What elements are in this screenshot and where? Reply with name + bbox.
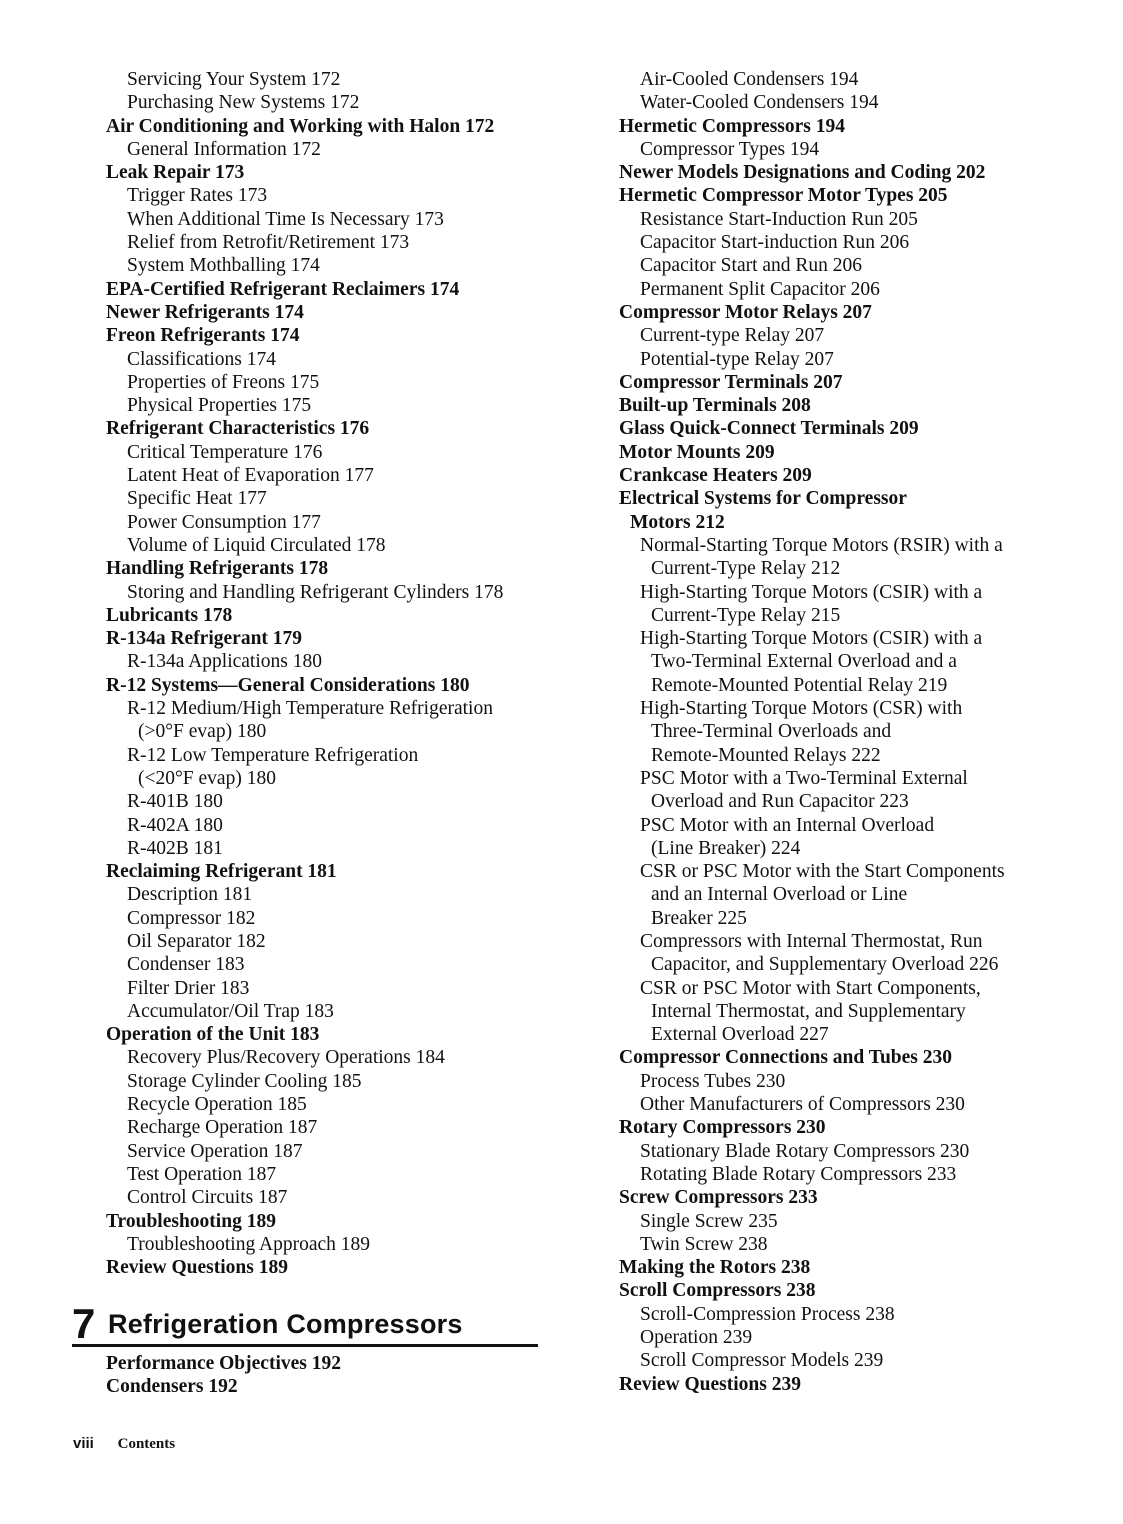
toc-subentry: (Line Breaker) 224 xyxy=(651,837,801,859)
toc-subentry: High-Starting Torque Motors (CSIR) with a xyxy=(640,581,983,603)
toc-subentry: Description 181 xyxy=(127,884,253,906)
toc-heading-entry: EPA-Certified Refrigerant Reclaimers 174 xyxy=(106,278,460,300)
toc-subentry: Power Consumption 177 xyxy=(127,511,321,533)
toc-left-column xyxy=(106,68,556,1279)
toc-heading-entry: Screw Compressors 233 xyxy=(619,1187,818,1209)
toc-heading-entry: Glass Quick-Connect Terminals 209 xyxy=(619,418,919,440)
toc-heading-entry: Air Conditioning and Working with Halon 172 xyxy=(106,115,495,137)
toc-subentry: Internal Thermostat, and Supplementary xyxy=(651,1000,966,1022)
toc-subentry: CSR or PSC Motor with the Start Components xyxy=(640,861,1005,883)
toc-heading-entry: Troubleshooting 189 xyxy=(106,1210,276,1232)
toc-heading-entry: Newer Models Designations and Coding 202 xyxy=(619,162,986,184)
toc-heading-entry: Review Questions 239 xyxy=(619,1373,801,1395)
toc-subentry: Remote-Mounted Relays 222 xyxy=(651,744,881,766)
toc-subentry: Scroll-Compression Process 238 xyxy=(640,1303,895,1325)
toc-heading-entry: Crankcase Heaters 209 xyxy=(619,465,812,487)
toc-subentry: Critical Temperature 176 xyxy=(127,441,323,463)
toc-heading-entry: Condensers 192 xyxy=(106,1376,238,1398)
toc-subentry: Two-Terminal External Overload and a xyxy=(651,651,957,673)
toc-heading-entry: Compressor Terminals 207 xyxy=(619,371,843,393)
toc-subentry: Latent Heat of Evaporation 177 xyxy=(127,465,374,487)
toc-subentry: Three-Terminal Overloads and xyxy=(651,721,892,743)
toc-subentry: External Overload 227 xyxy=(651,1024,829,1046)
toc-subentry: Compressor Types 194 xyxy=(640,138,820,160)
toc-subentry: High-Starting Torque Motors (CSIR) with a xyxy=(640,628,983,650)
toc-subentry: Filter Drier 183 xyxy=(127,977,250,999)
toc-subentry: R-12 Medium/High Temperature Refrigeration xyxy=(127,698,493,720)
toc-subentry: Potential-type Relay 207 xyxy=(640,348,834,370)
toc-subentry: PSC Motor with a Two-Terminal External xyxy=(640,767,968,789)
toc-heading-entry: Performance Objectives 192 xyxy=(106,1353,341,1374)
toc-subentry: R-402A 180 xyxy=(127,814,223,836)
toc-subentry: Twin Screw 238 xyxy=(640,1233,768,1255)
toc-subentry: Overload and Run Capacitor 223 xyxy=(651,791,909,813)
toc-subentry: Troubleshooting Approach 189 xyxy=(127,1233,371,1255)
toc-heading-entry: Lubricants 178 xyxy=(106,604,233,626)
toc-subentry: R-134a Applications 180 xyxy=(127,651,322,673)
toc-subentry: Resistance Start-Induction Run 205 xyxy=(640,208,918,230)
toc-subentry: Normal-Starting Torque Motors (RSIR) with a xyxy=(640,534,1003,556)
toc-heading-entry: Hermetic Compressor Motor Types 205 xyxy=(619,185,948,207)
toc-heading-entry: Reclaiming Refrigerant 181 xyxy=(106,861,337,883)
toc-subentry: Current-type Relay 207 xyxy=(640,325,825,347)
toc-subentry: System Mothballing 174 xyxy=(127,255,320,277)
toc-heading-entry: Hermetic Compressors 194 xyxy=(619,115,845,137)
chapter-title: Refrigeration Compressors xyxy=(108,1309,463,1339)
toc-subentry: Service Operation 187 xyxy=(127,1140,303,1162)
toc-heading-entry: Operation of the Unit 183 xyxy=(106,1024,320,1046)
toc-subentry: Breaker 225 xyxy=(651,907,747,929)
toc-subentry: When Additional Time Is Necessary 173 xyxy=(127,208,444,230)
toc-subentry: Test Operation 187 xyxy=(127,1163,277,1185)
toc-subentry: Capacitor, and Supplementary Overload 226 xyxy=(651,954,999,976)
toc-heading-entry: Making the Rotors 238 xyxy=(619,1257,811,1279)
toc-heading-entry: Freon Refrigerants 174 xyxy=(106,325,300,347)
toc-chapter-entries xyxy=(106,1352,341,1399)
chapter-heading xyxy=(72,1300,538,1347)
toc-subentry: Permanent Split Capacitor 206 xyxy=(640,278,880,300)
toc-subentry: High-Starting Torque Motors (CSR) with xyxy=(640,698,963,720)
toc-heading-entry: Refrigerant Characteristics 176 xyxy=(106,418,370,440)
toc-subentry: Water-Cooled Condensers 194 xyxy=(640,92,879,114)
toc-subentry: Remote-Mounted Potential Relay 219 xyxy=(651,674,948,696)
toc-subentry: Storing and Handling Refrigerant Cylinders 178 xyxy=(127,581,504,603)
toc-subentry: Accumulator/Oil Trap 183 xyxy=(127,1000,334,1022)
toc-heading-entry: R-134a Refrigerant 179 xyxy=(106,628,303,650)
toc-heading-entry: Newer Refrigerants 174 xyxy=(106,301,304,323)
toc-subentry: CSR or PSC Motor with Start Components, xyxy=(640,977,981,999)
footer-page-number: viii xyxy=(73,1435,94,1452)
toc-heading-entry: Compressor Motor Relays 207 xyxy=(619,301,872,323)
toc-subentry: Physical Properties 175 xyxy=(127,395,312,417)
toc-subentry: Scroll Compressor Models 239 xyxy=(640,1350,884,1372)
toc-subentry: Classifications 174 xyxy=(127,348,276,370)
toc-subentry: Recharge Operation 187 xyxy=(127,1117,318,1139)
toc-subentry: (<20°F evap) 180 xyxy=(138,767,276,789)
toc-subentry: Specific Heat 177 xyxy=(127,488,267,510)
toc-subentry: Compressors with Internal Thermostat, Run xyxy=(640,930,983,952)
toc-heading-entry: R-12 Systems—General Considerations 180 xyxy=(106,674,470,696)
toc-subentry: Control Circuits 187 xyxy=(127,1187,288,1209)
toc-subentry: and an Internal Overload or Line xyxy=(651,884,908,906)
toc-subentry: R-12 Low Temperature Refrigeration xyxy=(127,744,419,766)
toc-heading-entry: Motor Mounts 209 xyxy=(619,441,775,463)
toc-subentry: Condenser 183 xyxy=(127,954,245,976)
toc-subentry: Recovery Plus/Recovery Operations 184 xyxy=(127,1047,445,1069)
toc-heading-entry: Rotary Compressors 230 xyxy=(619,1117,826,1139)
toc-subentry: Current-Type Relay 215 xyxy=(651,604,841,626)
page-footer xyxy=(73,1435,175,1453)
toc-heading-entry: Leak Repair 173 xyxy=(106,162,245,184)
toc-heading-entry: Scroll Compressors 238 xyxy=(619,1280,816,1302)
toc-heading-entry: Electrical Systems for Compressor xyxy=(619,488,907,510)
toc-subentry: R-401B 180 xyxy=(127,791,223,813)
toc-subentry: Purchasing New Systems 172 xyxy=(127,92,360,114)
toc-subentry: Operation 239 xyxy=(640,1327,753,1349)
toc-subentry: Air-Cooled Condensers 194 xyxy=(640,69,859,90)
toc-heading-entry: Handling Refrigerants 178 xyxy=(106,558,329,580)
toc-subentry: Capacitor Start-induction Run 206 xyxy=(640,232,910,254)
toc-subentry: Recycle Operation 185 xyxy=(127,1094,307,1116)
toc-subentry: Relief from Retrofit/Retirement 173 xyxy=(127,232,410,254)
toc-subentry: Rotating Blade Rotary Compressors 233 xyxy=(640,1163,957,1185)
toc-subentry: Single Screw 235 xyxy=(640,1210,778,1232)
toc-heading-entry: Motors 212 xyxy=(630,511,725,533)
toc-subentry: Compressor 182 xyxy=(127,907,256,929)
toc-subentry: Servicing Your System 172 xyxy=(127,69,341,90)
toc-subentry: Other Manufacturers of Compressors 230 xyxy=(640,1094,965,1116)
toc-subentry: R-402B 181 xyxy=(127,837,223,859)
toc-right-column xyxy=(619,68,1079,1396)
toc-heading-entry: Built-up Terminals 208 xyxy=(619,395,811,417)
toc-subentry: General Information 172 xyxy=(127,138,321,160)
toc-heading-entry: Compressor Connections and Tubes 230 xyxy=(619,1047,953,1069)
toc-subentry: Volume of Liquid Circulated 178 xyxy=(127,534,386,556)
toc-subentry: Trigger Rates 173 xyxy=(127,185,268,207)
toc-subentry: Properties of Freons 175 xyxy=(127,371,320,393)
footer-label: Contents xyxy=(117,1436,176,1452)
toc-subentry: Capacitor Start and Run 206 xyxy=(640,255,863,277)
toc-subentry: (>0°F evap) 180 xyxy=(138,721,267,743)
toc-subentry: Stationary Blade Rotary Compressors 230 xyxy=(640,1140,970,1162)
chapter-number: 7 xyxy=(72,1300,96,1347)
toc-subentry: Current-Type Relay 212 xyxy=(651,558,841,580)
toc-heading-entry: Review Questions 189 xyxy=(106,1257,288,1279)
toc-subentry: Storage Cylinder Cooling 185 xyxy=(127,1070,362,1092)
toc-subentry: Process Tubes 230 xyxy=(640,1070,786,1092)
toc-subentry: PSC Motor with an Internal Overload xyxy=(640,814,935,836)
toc-subentry: Oil Separator 182 xyxy=(127,930,266,952)
